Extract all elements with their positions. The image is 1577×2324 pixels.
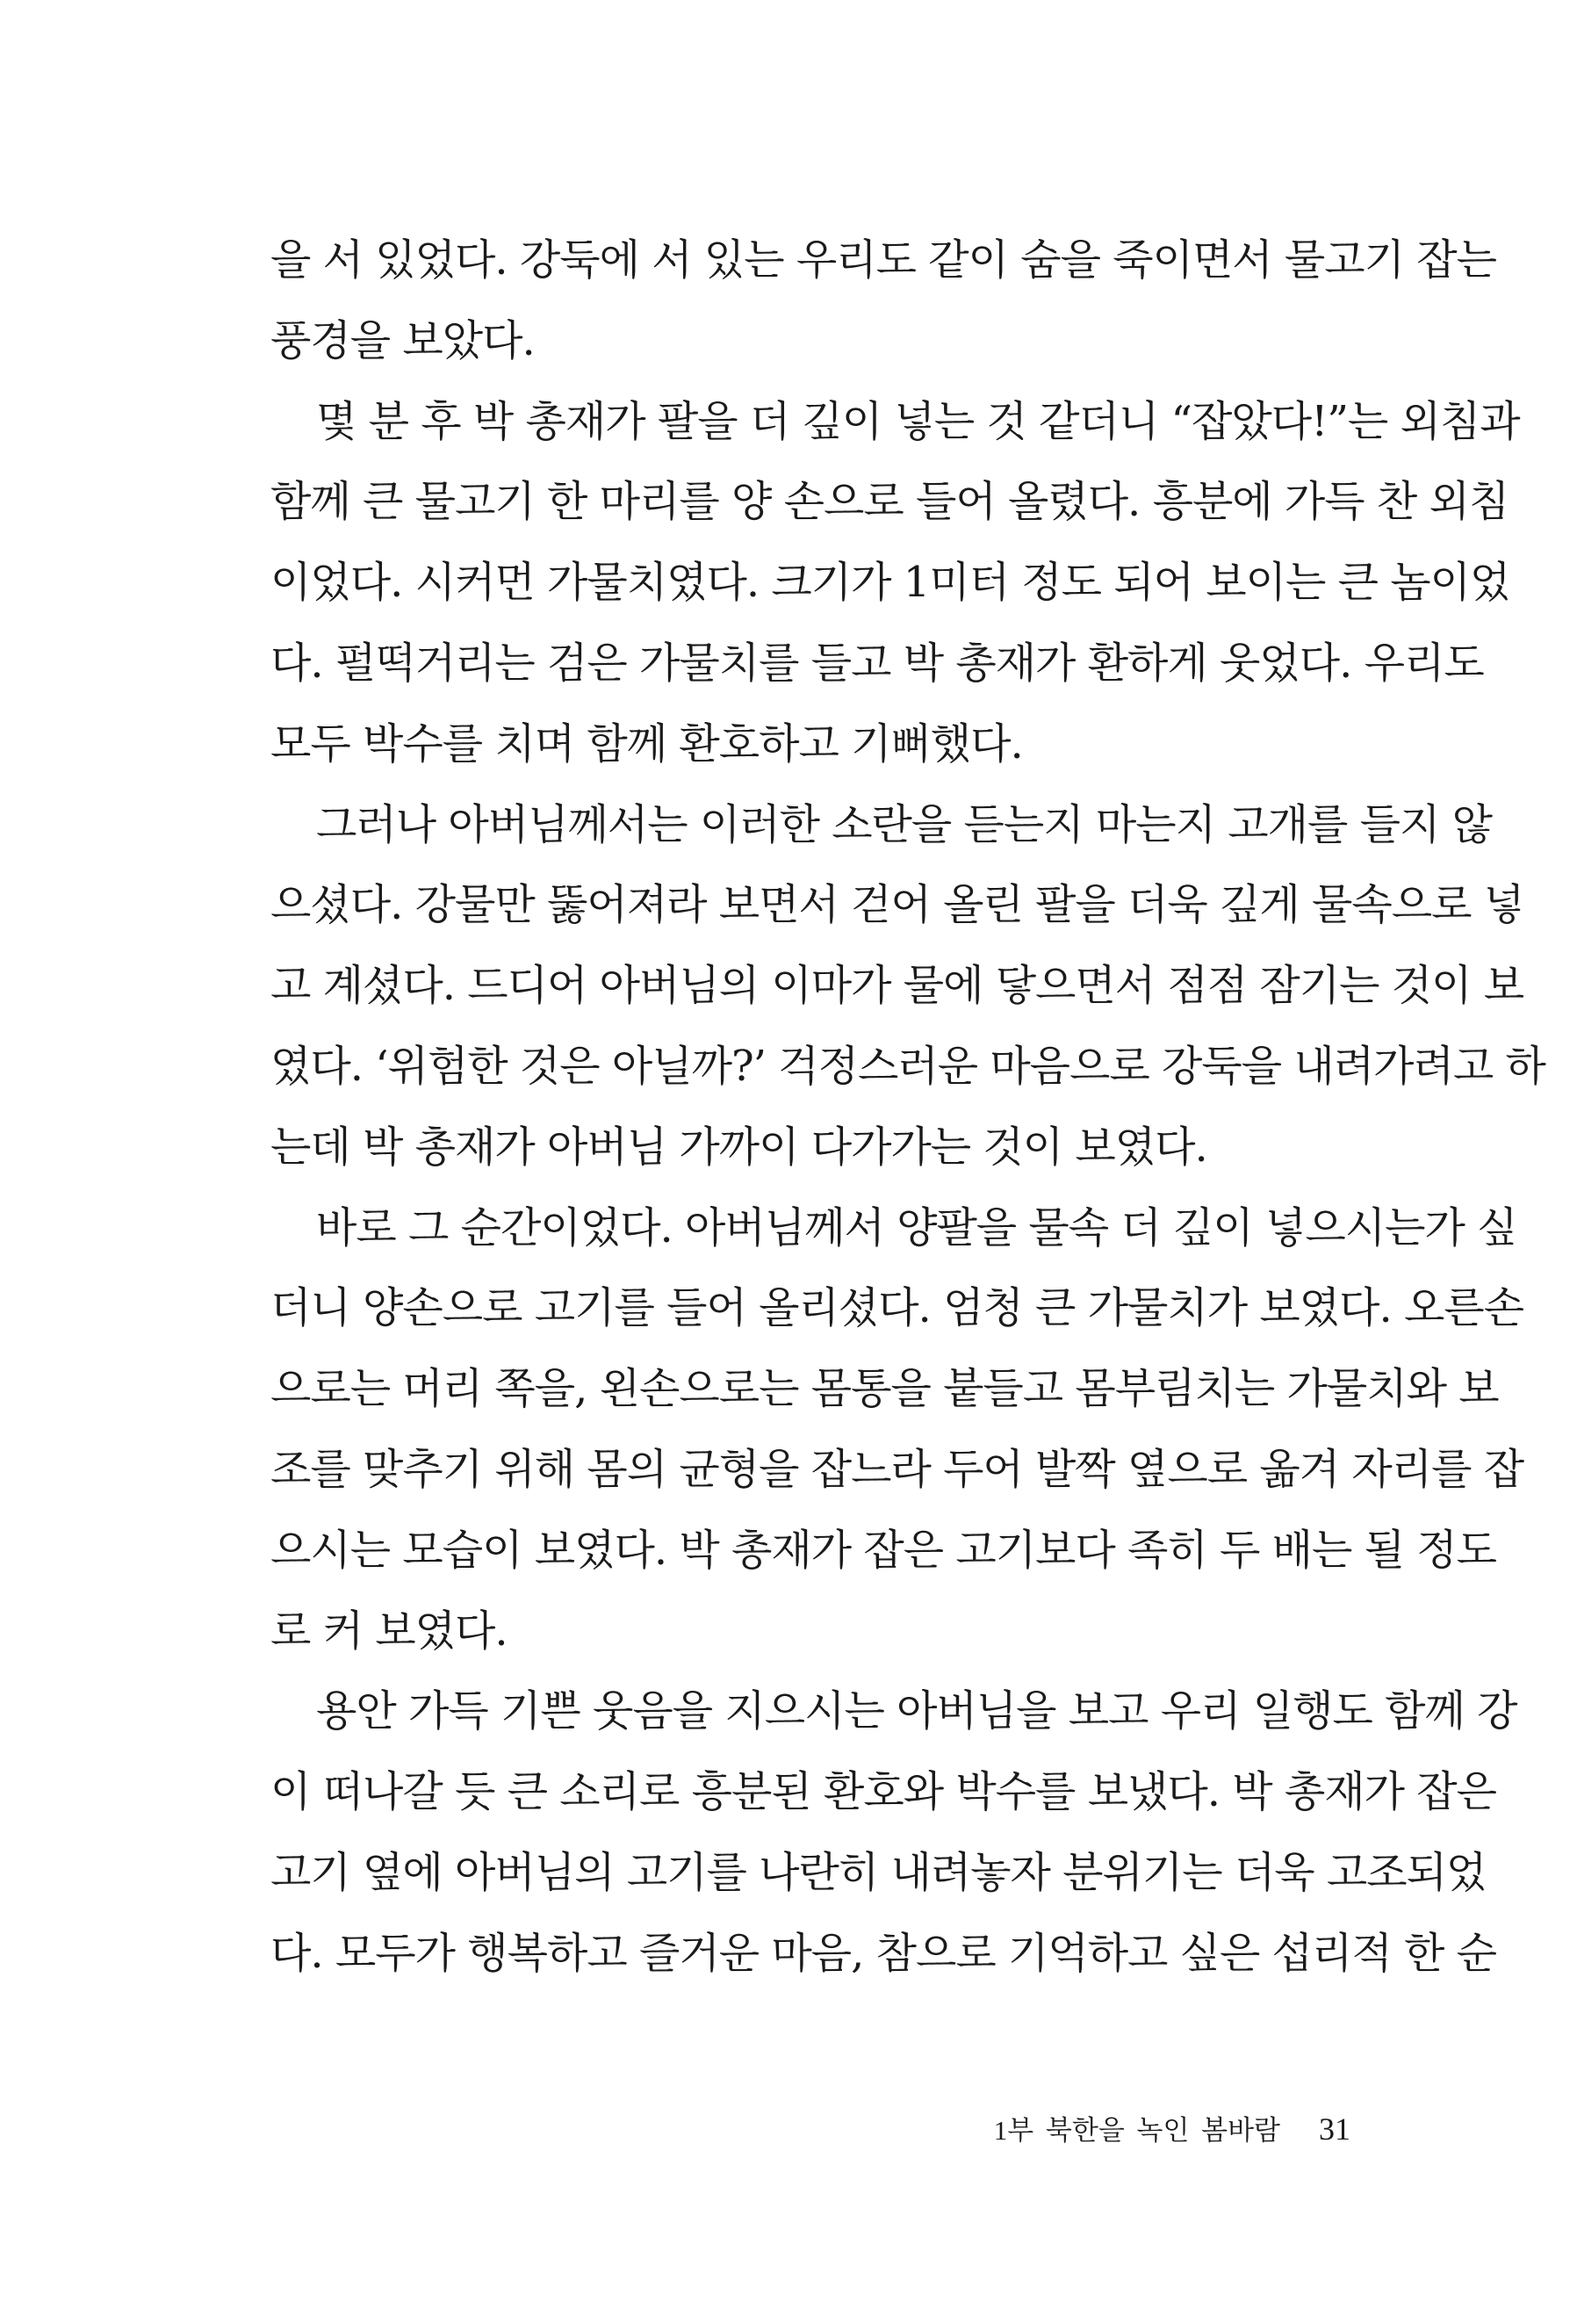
text-line: 용안 가득 기쁜 웃음을 지으시는 아버님을 보고 우리 일행도 함께 강 — [316, 1686, 1517, 1736]
text-line: 풍경을 보았다. — [270, 315, 535, 365]
running-head: 1부 북한을 녹인 봄바람 — [993, 2115, 1280, 2146]
text-line: 이었다. 시커먼 가물치였다. 크기가 1미터 정도 되어 보이는 큰 놈이었 — [270, 558, 1510, 608]
page-number: 31 — [1319, 2111, 1350, 2147]
text-line: 고기 옆에 아버님의 고기를 나란히 내려놓자 분위기는 더욱 고조되었 — [270, 1847, 1487, 1897]
text-line: 다. 펄떡거리는 검은 가물치를 들고 박 총재가 환하게 웃었다. 우리도 — [270, 638, 1484, 688]
text-line: 더니 양손으로 고기를 들어 올리셨다. 엄청 큰 가물치가 보였다. 오른손 — [270, 1283, 1524, 1333]
text-line: 그러나 아버님께서는 이러한 소란을 듣는지 마는지 고개를 들지 않 — [316, 799, 1493, 849]
text-line: 로 커 보였다. — [270, 1606, 508, 1656]
text-line: 모두 박수를 치며 함께 환호하고 기뻐했다. — [270, 718, 1023, 769]
body-text — [270, 225, 1545, 1999]
text-line: 는데 박 총재가 아버님 가까이 다가가는 것이 보였다. — [270, 1122, 1207, 1172]
text-line: 고 계셨다. 드디어 아버님의 이마가 물에 닿으면서 점점 잠기는 것이 보 — [270, 961, 1524, 1011]
text-line: 다. 모두가 행복하고 즐거운 마음, 참으로 기억하고 싶은 섭리적 한 순 — [270, 1928, 1497, 1978]
text-line: 바로 그 순간이었다. 아버님께서 양팔을 물속 더 깊이 넣으시는가 싶 — [316, 1202, 1517, 1252]
text-line: 이 떠나갈 듯 큰 소리로 흥분된 환호와 박수를 보냈다. 박 총재가 잡은 — [270, 1767, 1497, 1817]
page-footer — [994, 2108, 1350, 2147]
text-line: 으로는 머리 쪽을, 왼손으로는 몸통을 붙들고 몸부림치는 가물치와 보 — [270, 1364, 1499, 1414]
text-line: 으시는 모습이 보였다. 박 총재가 잡은 고기보다 족히 두 배는 될 정도 — [270, 1525, 1497, 1575]
text-line: 조를 맞추기 위해 몸의 균형을 잡느라 두어 발짝 옆으로 옮겨 자리를 잡 — [270, 1444, 1524, 1494]
text-line: 였다. ‘위험한 것은 아닐까?’ 걱정스러운 마음으로 강둑을 내려가려고 하 — [270, 1041, 1545, 1091]
text-line: 함께 큰 물고기 한 마리를 양 손으로 들어 올렸다. 흥분에 가득 찬 외침 — [270, 477, 1509, 527]
text-line: 으셨다. 강물만 뚫어져라 보면서 걷어 올린 팔을 더욱 깊게 물속으로 넣 — [270, 880, 1524, 930]
text-line: 을 서 있었다. 강둑에 서 있는 우리도 같이 숨을 죽이면서 물고기 잡는 — [270, 235, 1497, 285]
text-line: 몇 분 후 박 총재가 팔을 더 깊이 넣는 것 같더니 “잡았다!”는 외침과 — [316, 396, 1520, 446]
